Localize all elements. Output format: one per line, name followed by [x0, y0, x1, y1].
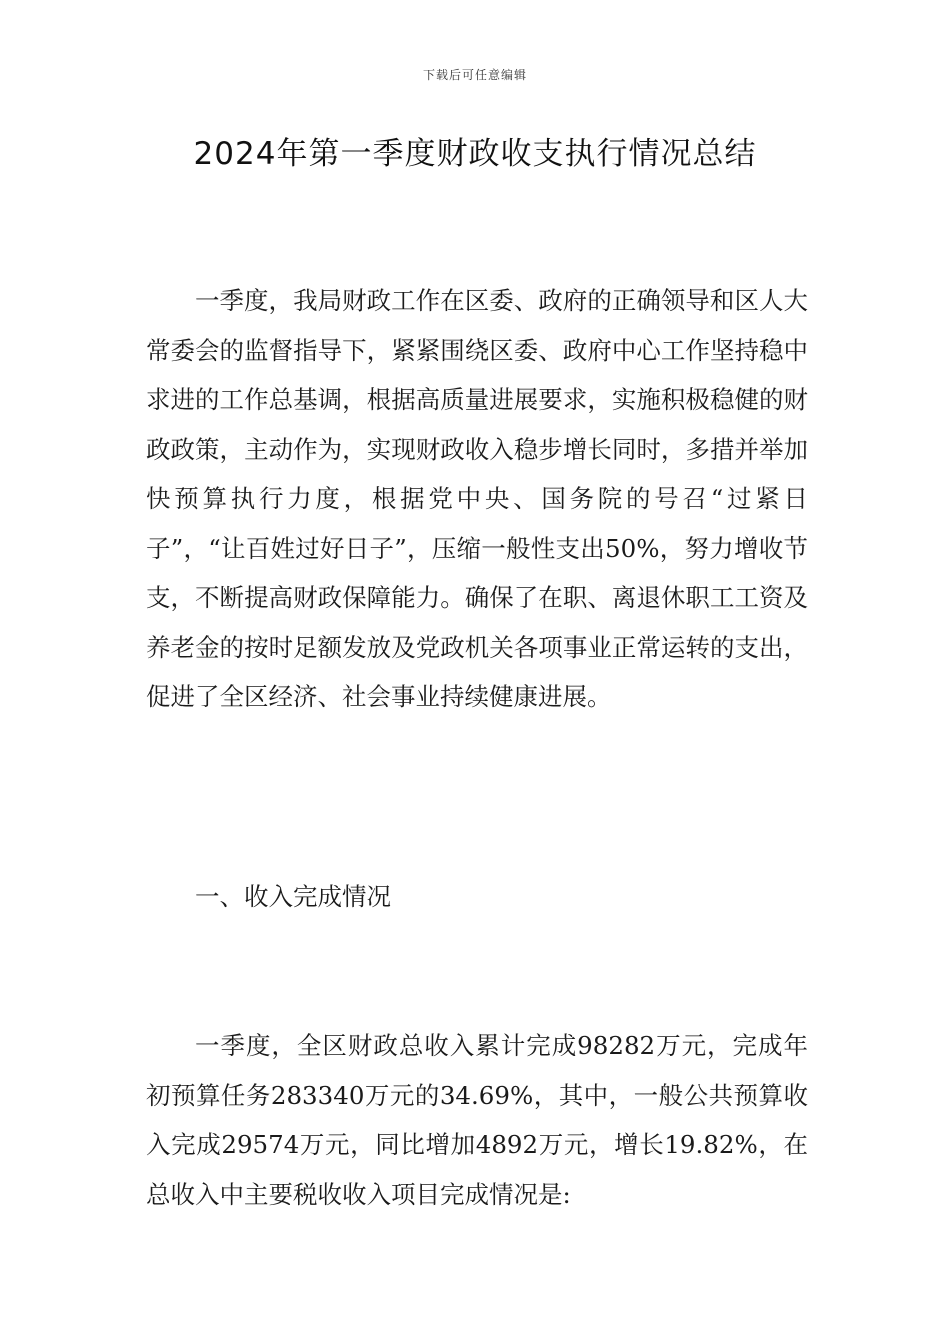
intro-paragraph: 一季度，我局财政工作在区委、政府的正确领导和区人大常委会的监督指导下，紧紧围绕区委、政府中心工作坚持稳中求进的工作总基调，根据高质量进展要求，实施积极稳健的财政政策，主动作为，实现财政收入稳步增长同时，多措并举加快预算执行力度，根据党中央、国务院的号召“过紧日子”，“让百姓过好日子”，压缩一般性支出50%，努力增收节支，不断提高财政保障能力。确保了在职、离退休职工工资及养老金的按时足额发放及党政机关各项事业正常运转的支出，促进了全区经济、社会事业持续健康进展。	[146, 286, 808, 711]
header-note: 下载后可任意编辑	[422, 68, 527, 82]
section-heading-income: 一、收入完成情况	[195, 882, 391, 911]
document-title: 2024年第一季度财政收支执行情况总结	[193, 136, 757, 172]
income-paragraph: 一季度，全区财政总收入累计完成98282万元，完成年初预算任务283340万元的34.69%，其中，一般公共预算收入完成29574万元，同比增加4892万元，增长19.82%，在总收入中主要税收收入项目完成情况是:	[146, 1031, 808, 1209]
